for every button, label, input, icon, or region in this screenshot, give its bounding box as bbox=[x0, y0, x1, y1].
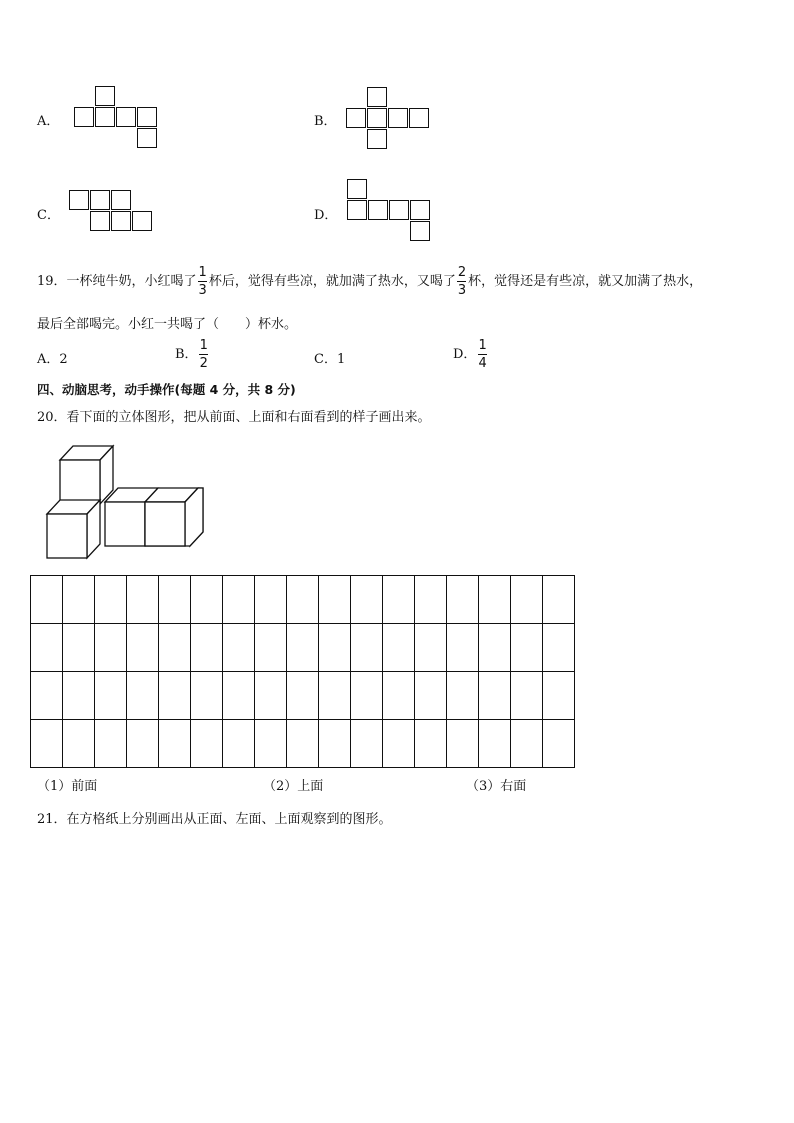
caption-top-view: （2）上面 bbox=[263, 779, 324, 794]
question-21-text: 21．在方格纸上分别画出从正面、左面、上面观察到的图形。 bbox=[37, 812, 392, 827]
grid-row bbox=[31, 624, 575, 672]
fraction-two-thirds bbox=[457, 266, 467, 297]
section-4-heading: 四、动脑思考，动手操作(每题 4 分，共 8 分) bbox=[37, 382, 296, 397]
fraction-one-third bbox=[198, 266, 208, 297]
q19-option-a: A．2 bbox=[37, 352, 68, 367]
q19-option-d-label: D． bbox=[453, 347, 477, 362]
d-frac-den: 4 bbox=[478, 356, 487, 371]
b-frac-den: 2 bbox=[199, 356, 208, 371]
cube-solid-figure bbox=[40, 440, 210, 565]
caption-right-view: （3）右面 bbox=[466, 779, 527, 794]
q19-option-b-label: B． bbox=[175, 347, 198, 362]
q19-text-c: 杯，觉得还是有些凉，就又加满了热水， bbox=[468, 274, 703, 289]
frac2-num: 2 bbox=[457, 265, 467, 280]
b-frac-num: 1 bbox=[199, 338, 208, 353]
frac2-den: 3 bbox=[457, 283, 467, 298]
q19-option-d bbox=[453, 339, 489, 370]
frac1-num: 1 bbox=[198, 265, 207, 280]
option-d-label: D． bbox=[314, 208, 338, 223]
q19-text-a: 19．一杯纯牛奶，小红喝了 bbox=[37, 274, 197, 289]
grid-row bbox=[31, 672, 575, 720]
caption-front-view: （1）前面 bbox=[37, 779, 98, 794]
q19-option-c: C．1 bbox=[314, 352, 346, 367]
d-frac-num: 1 bbox=[478, 338, 487, 353]
q19-option-b bbox=[175, 339, 210, 370]
option-a-label: A． bbox=[37, 114, 60, 129]
q19-text-b: 杯后，觉得有些凉，就加满了热水，又喝了 bbox=[208, 274, 456, 289]
grid-row bbox=[31, 576, 575, 624]
option-c-label: C． bbox=[37, 208, 60, 223]
question-20-text: 20．看下面的立体图形，把从前面、上面和右面看到的样子画出来。 bbox=[37, 410, 431, 425]
fraction-one-quarter bbox=[477, 339, 487, 370]
option-b-label: B． bbox=[314, 114, 337, 129]
drawing-grid[interactable] bbox=[30, 575, 575, 768]
question-19-line-1 bbox=[37, 266, 702, 297]
frac1-den: 3 bbox=[198, 283, 207, 298]
grid-row bbox=[31, 720, 575, 768]
fraction-one-half bbox=[199, 339, 209, 370]
question-19-line-2: 最后全部喝完。小红一共喝了（ ）杯水。 bbox=[37, 317, 298, 332]
